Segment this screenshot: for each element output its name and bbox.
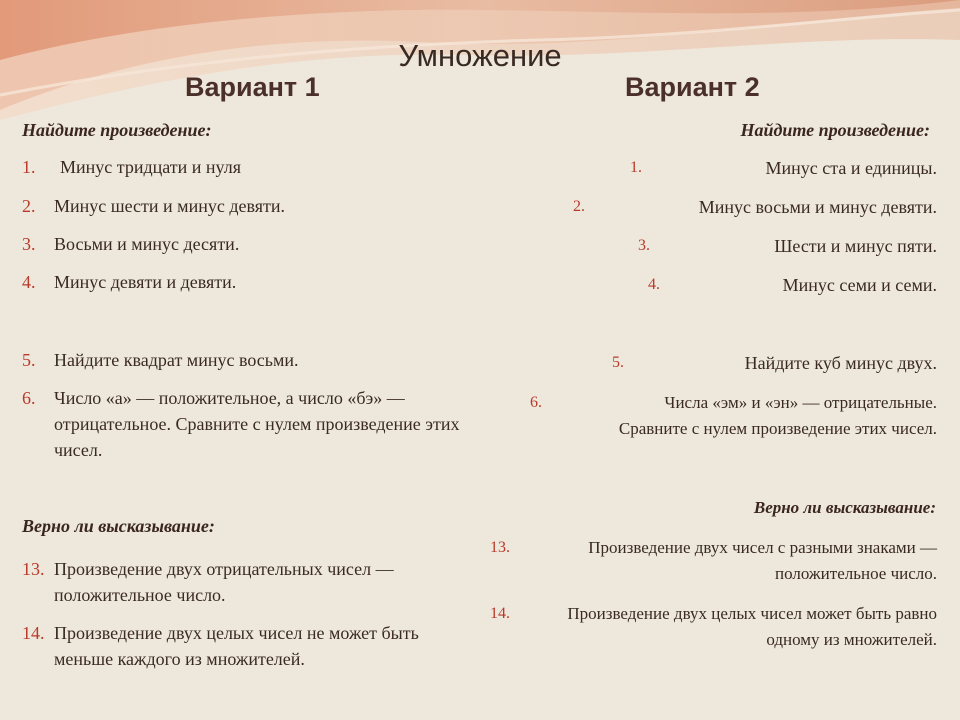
right-list-item	[520, 390, 937, 442]
item-text: Число «а» — положительное, а число «бэ» — отрицательное. Сравните с нулем произведение этих чисел.	[54, 388, 460, 460]
item-number: 6.	[530, 394, 542, 411]
item-text: Найдите квадрат минус восьми.	[54, 350, 299, 370]
item-number: 1.	[630, 159, 642, 176]
left-heading-true-statement: Верно ли высказывание:	[22, 516, 215, 536]
item-number: 2.	[22, 196, 36, 216]
item-text: Шести и минус пяти.	[774, 236, 937, 256]
item-number: 4.	[648, 276, 660, 293]
right-list-item	[520, 194, 937, 220]
item-text: Минус шести и минус девяти.	[54, 196, 286, 216]
variant-2-header: Вариант 2	[625, 72, 760, 102]
right-list-item	[490, 601, 937, 653]
item-text: Числа «эм» и «эн» — отрицательные. Сравните с нулем произведение этих чисел.	[618, 393, 937, 438]
item-text: Восьми и минус десяти.	[54, 234, 240, 254]
right-list-item	[520, 155, 937, 181]
item-number: 3.	[638, 237, 650, 254]
variant-1-header: Вариант 1	[185, 72, 320, 102]
item-text: Минус восьми и минус девяти.	[698, 197, 937, 217]
item-number: 4.	[22, 272, 36, 292]
item-text: Произведение двух целых чисел не может быть меньше каждого из множителей.	[54, 623, 419, 669]
right-list-item	[490, 535, 937, 587]
item-number: 6.	[22, 388, 36, 408]
item-text: Произведение двух чисел с разными знаками — положительное число.	[588, 538, 937, 583]
left-heading-find-product: Найдите произведение:	[22, 120, 212, 140]
item-number: 1.	[22, 157, 36, 177]
right-list-item	[520, 272, 937, 298]
item-text: Произведение двух отрицательных чисел — положительное число.	[54, 559, 394, 605]
item-number: 14.	[490, 605, 510, 622]
item-text: Минус ста и единицы.	[765, 158, 937, 178]
right-heading-true-statement: Верно ли высказывание:	[753, 498, 936, 517]
right-list-item	[520, 233, 937, 259]
item-text: Минус тридцати и нуля	[60, 157, 242, 177]
item-text: Произведение двух целых чисел может быть равно одному из множителей.	[567, 604, 937, 649]
right-heading-find-product: Найдите произведение:	[740, 120, 930, 140]
item-number: 13.	[22, 559, 45, 579]
item-number: 14.	[22, 623, 45, 643]
item-number: 2.	[573, 198, 585, 215]
item-text: Минус девяти и девяти.	[54, 272, 237, 292]
item-number: 5.	[612, 354, 624, 371]
item-number: 13.	[490, 539, 510, 556]
item-number: 5.	[22, 350, 36, 370]
item-text: Найдите куб минус двух.	[744, 353, 937, 373]
page-title: Умножение	[398, 38, 562, 73]
item-text: Минус семи и семи.	[782, 275, 937, 295]
right-list-item	[520, 350, 937, 376]
item-number: 3.	[22, 234, 36, 254]
